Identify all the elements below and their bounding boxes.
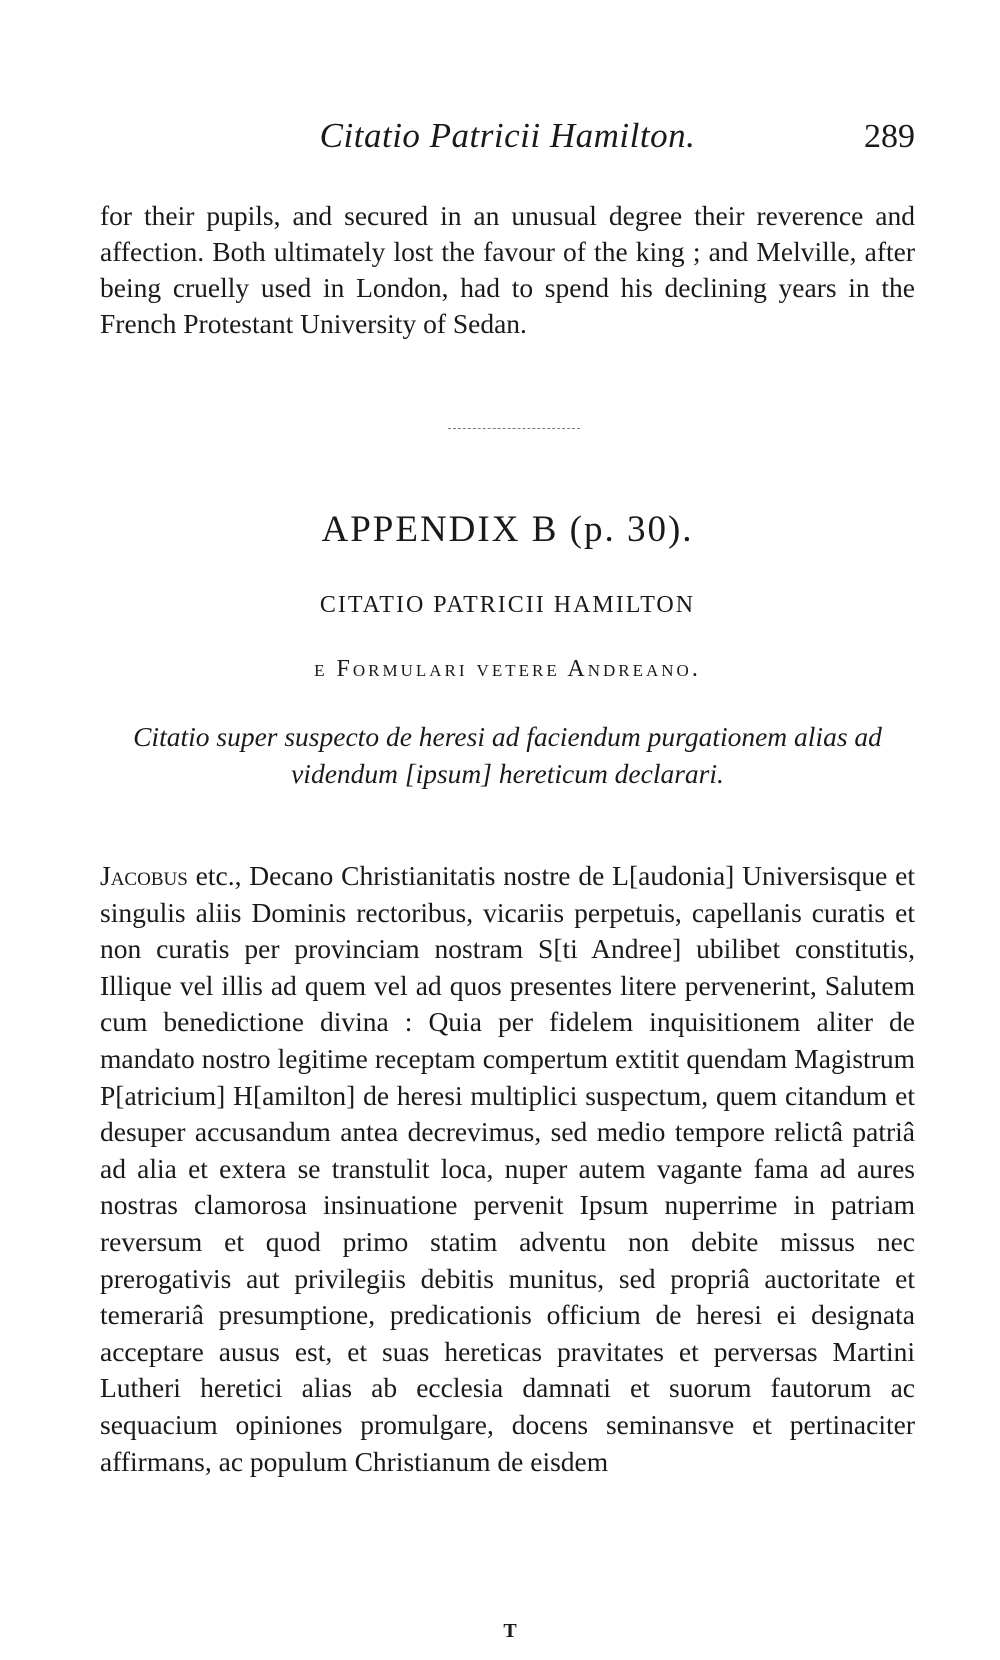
body-text: etc., Decano Christianitatis nostre de L[audonia] Universisque et singulis aliis Dominis rectoribus, vicariis perpetuis, capellanis curatis et non curatis per provinciam nostram S[ti Andree] ubilibet constitutis, Illique vel illis ad quem vel ad quos presentes litere pervenerint, Salutem cum benedictione divina : Quia per fidelem inquisitionem aliter de mandato nostro legitime receptam compertum extitit quendam Magistrum P[atricium] H[amilton] de heresi multiplici suspectum, quem citandum et desuper accusandum antea decrevimus, sed medio tempore relictâ patriâ ad alia et extera se transtulit loca, nuper autem vagante fama ad aures nostras clamorosa insinuatione pervenit Ipsum nuperrime in patriam reversum et quod primo statim adventu non debite missus nec prerogativis aut privilegiis debitis munitus, sed propriâ auctoritate et temerariâ presumptione, predicationis officium de heresi ei designata acceptare ausus est, et suas hereticas pravitates et perversas Martini Lutheri heretici alias ab ecclesia damnati et suorum fautorum ac sequacium opiniones promulgare, docens seminansve et pertinaciter affirmans, ac populum Christianum de eisdem (100, 860, 915, 1477)
body-paragraph (100, 858, 915, 1480)
appendix-subtitle: CITATIO PATRICII HAMILTON (319, 592, 696, 618)
running-title: Citatio Patricii Hamilton. (319, 116, 696, 155)
running-head (100, 112, 915, 162)
lead-word: Jacobus (100, 860, 188, 891)
appendix-source: e Formulari vetere Andreano. (314, 656, 701, 682)
document-heading: Citatio super suspecto de heresi ad faciendum purgationem alias ad videndum [ipsum] hereticum declarari. (133, 721, 882, 789)
intro-paragraph: for their pupils, and secured in an unusual degree their reverence and affection. Both ultimately lost the favour of the king ; and Melville, after being cruelly used in London, had to spend his declining years in the French Protestant University of Sedan. (100, 200, 915, 339)
page-number: 289 (864, 118, 915, 155)
section-divider (448, 428, 580, 429)
appendix-title: APPENDIX B (p. 30). (321, 509, 694, 550)
signature-mark: T (503, 1620, 517, 1642)
